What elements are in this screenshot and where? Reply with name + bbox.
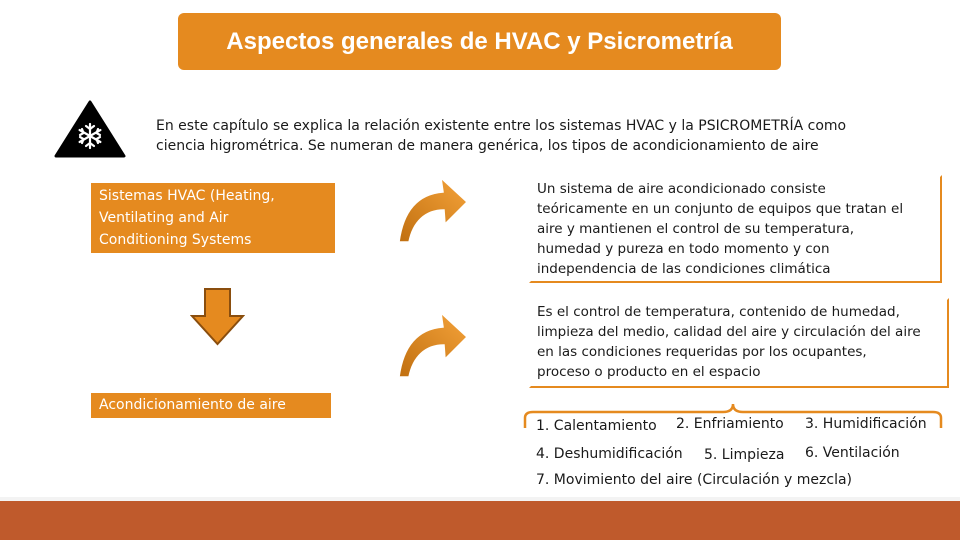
page-title: Aspectos generales de HVAC y Psicrometría bbox=[226, 27, 733, 55]
acondicionamiento-label: Acondicionamiento de aire bbox=[99, 397, 286, 413]
acond-description-box bbox=[529, 298, 949, 388]
list-item-3: 3. Humidificación bbox=[805, 416, 927, 432]
list-item-2: 2. Enfriamiento bbox=[676, 416, 784, 432]
desc1-line-4: humedad y pureza en todo momento y con bbox=[537, 241, 830, 257]
title-banner bbox=[178, 13, 781, 70]
curved-arrow-icon bbox=[395, 307, 470, 379]
hvac-box bbox=[91, 183, 335, 253]
desc2-line-4: proceso o producto en el espacio bbox=[537, 364, 761, 380]
down-arrow-icon bbox=[190, 288, 245, 346]
footer-bar bbox=[0, 501, 960, 540]
hvac-line-3: Conditioning Systems bbox=[99, 232, 252, 248]
list-item-6: 6. Ventilación bbox=[805, 445, 900, 461]
snowflake-warning-icon bbox=[54, 100, 126, 158]
list-item-1: 1. Calentamiento bbox=[536, 418, 657, 434]
intro-line-1: En este capítulo se explica la relación existente entre los sistemas HVAC y la PSICROMETRÍA como bbox=[156, 118, 847, 134]
acondicionamiento-box bbox=[91, 393, 331, 418]
list-item-4: 4. Deshumidificación bbox=[536, 446, 683, 462]
desc1-line-1: Un sistema de aire acondicionado consiste bbox=[537, 181, 826, 197]
intro-text bbox=[156, 116, 916, 156]
desc1-line-5: independencia de las condiciones climática bbox=[537, 261, 831, 277]
desc1-line-2: teóricamente en un conjunto de equipos que tratan el bbox=[537, 201, 904, 217]
desc2-line-3: en las condiciones requeridas por los ocupantes, bbox=[537, 344, 867, 360]
intro-line-2: ciencia higrométrica. Se numeran de manera genérica, los tipos de acondicionamiento de aire bbox=[156, 138, 819, 154]
desc2-line-1: Es el control de temperatura, contenido de humedad, bbox=[537, 304, 900, 320]
list-item-5: 5. Limpieza bbox=[704, 447, 785, 463]
desc2-line-2: limpieza del medio, calidad del aire y circulación del aire bbox=[537, 324, 921, 340]
hvac-line-1: Sistemas HVAC (Heating, bbox=[99, 188, 275, 204]
list-item-7: 7. Movimiento del aire (Circulación y mezcla) bbox=[536, 472, 853, 488]
hvac-description-box bbox=[529, 175, 942, 283]
curved-arrow-icon bbox=[395, 172, 470, 244]
desc1-line-3: aire y mantienen el control de su temperatura, bbox=[537, 221, 855, 237]
hvac-line-2: Ventilating and Air bbox=[99, 210, 229, 226]
